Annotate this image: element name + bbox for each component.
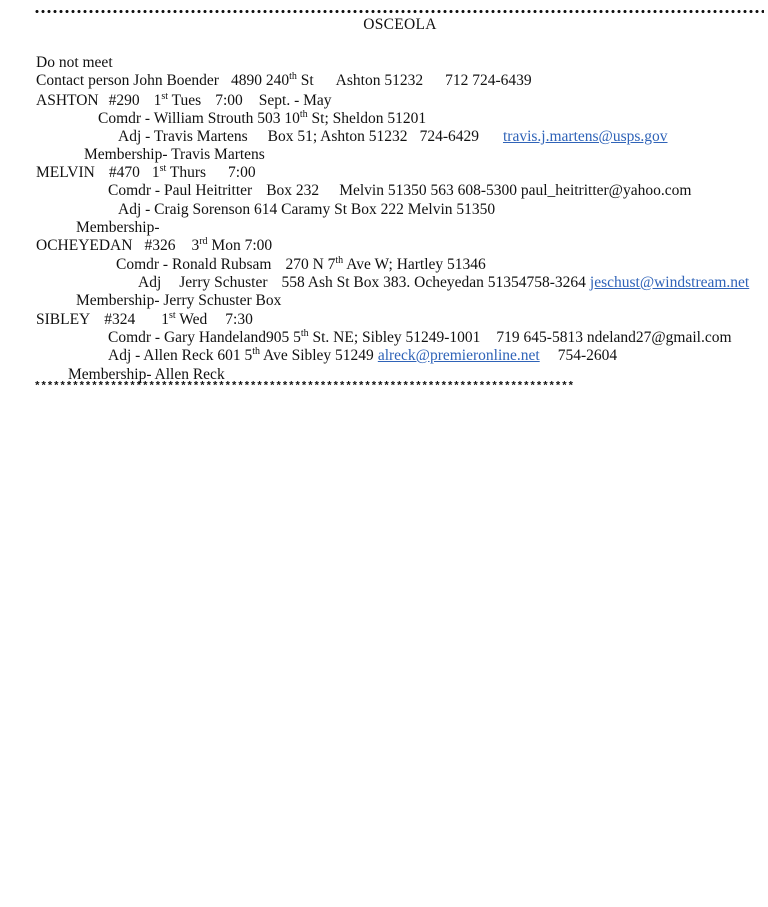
ashton-membership-line: Membership- Travis Martens (84, 146, 265, 163)
post-number: #326 (144, 237, 176, 254)
melvin-post-line (36, 164, 256, 182)
meeting-season: Sept. - May (258, 92, 332, 109)
melvin-comdr-line: Comdr - Paul Heitritter Box 232 Melvin 51350 563 608-5300 paul_heitritter@yahoo.com (108, 182, 692, 199)
adj-email-link[interactable]: jeschust@windstream.net (589, 274, 750, 291)
melvin-membership-line: Membership- (76, 219, 160, 236)
asterisk-bottom-rule: ************************************************************************************* (34, 381, 574, 393)
adj-email-link[interactable]: alreck@premieronline.net (377, 347, 540, 364)
post-number: #324 (104, 311, 136, 328)
melvin-adj-line: Adj - Craig Sorenson 614 Caramy St Box 222 Melvin 51350 (118, 201, 496, 218)
sibley-post-line (36, 311, 253, 329)
post-name: ASHTON (36, 92, 99, 109)
meeting-day: 1st Tues (153, 90, 202, 109)
adj-phone: 724-6429 (419, 128, 479, 145)
post-name: OCHEYEDAN (36, 237, 133, 254)
sibley-comdr-line: Comdr - Gary Handeland905 5th St. NE; Sibley 51249-1001 719 645-5813 ndeland27@gmail.com (108, 327, 732, 346)
ashton-post-line (36, 92, 332, 110)
ocheyedan-adj-line: Adj Jerry Schuster 558 Ash St Box 383. Ocheyedan 51354758-3264 jeschust@windstream.net (138, 274, 750, 291)
dotted-top-rule (34, 9, 764, 14)
sibley-membership-line: Membership- Allen Reck (68, 366, 225, 383)
adj-email-link[interactable]: travis.j.martens@usps.gov (502, 128, 668, 145)
contact-label: Contact person John Boender (36, 72, 219, 89)
ashton-adj-line (118, 128, 668, 146)
ocheyedan-comdr-line: Comdr - Ronald Rubsam 270 N 7th Ave W; Hartley 51346 (116, 254, 486, 273)
meeting-day: 3rd Mon 7:00 (191, 235, 273, 254)
post-name: MELVIN (36, 164, 95, 181)
ocheyedan-post-line (36, 237, 272, 255)
sibley-adj-line: Adj - Allen Reck 601 5th Ave Sibley 51249 alreck@premieronline.net 754-2604 (108, 345, 618, 364)
meeting-time: 7:00 (215, 92, 243, 109)
contact-line (36, 72, 532, 90)
meeting-time: 7:30 (225, 311, 253, 328)
contact-city: Ashton 51232 (335, 72, 424, 89)
meeting-time: 7:00 (228, 164, 256, 181)
post-number: #290 (108, 92, 140, 109)
contact-phone: 712 724-6439 (445, 72, 532, 89)
adj-address: Box 51; Ashton 51232 (267, 128, 408, 145)
meeting-day: 1st Thurs (151, 162, 207, 181)
page-title: OSCEOLA (363, 16, 437, 33)
do-not-meet-note: Do not meet (36, 54, 113, 71)
contact-address: 4890 240th St (230, 70, 314, 89)
adj-name: Adj - Travis Martens (118, 128, 248, 145)
post-name: SIBLEY (36, 311, 91, 328)
ashton-comdr-line: Comdr - William Strouth 503 10th St; Sheldon 51201 (98, 108, 427, 127)
meeting-day: 1st Wed (161, 309, 208, 328)
ocheyedan-membership-line: Membership- Jerry Schuster Box (76, 292, 282, 309)
post-number: #470 (108, 164, 140, 181)
